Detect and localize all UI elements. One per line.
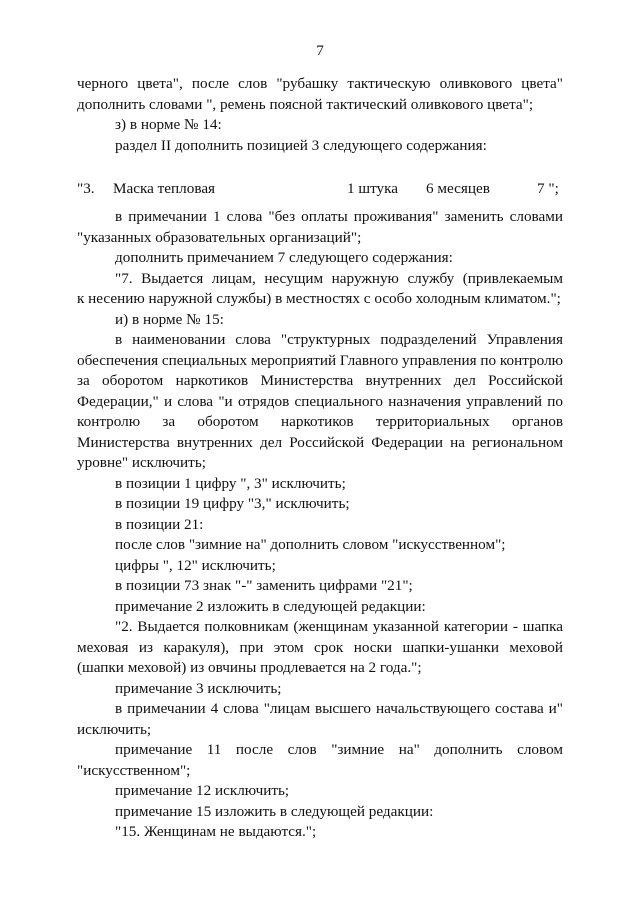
text-line: Федерации," и слова "и отрядов специального назначения управлений по bbox=[77, 392, 563, 410]
text-line: "искусственном"; bbox=[77, 761, 191, 779]
text-line: з) в норме № 14: bbox=[115, 116, 222, 133]
text-line: в позиции 21: bbox=[115, 515, 204, 533]
row-number: "3. bbox=[77, 180, 95, 197]
item-period: 6 месяцев bbox=[426, 180, 490, 197]
text-line: примечание 15 изложить в следующей редакции: bbox=[115, 802, 434, 820]
item-name: Маска тепловая bbox=[113, 180, 216, 197]
text-line: после слов "зимние на" дополнить словом "искусственном"; bbox=[115, 536, 506, 553]
text-line: Министерства внутренних дел Российской Федерации на региональном bbox=[77, 433, 563, 451]
page-number: 7 bbox=[316, 42, 324, 59]
text-line: дополнить словами ", ремень поясной тактический оливкового цвета"; bbox=[77, 95, 534, 113]
text-line: примечание 12 исключить; bbox=[115, 782, 290, 799]
document-body bbox=[77, 74, 563, 843]
text-line: в наименовании слова "структурных подразделений Управления bbox=[115, 331, 563, 348]
text-line: черного цвета", после слов "рубашку тактическую оливкового цвета" bbox=[77, 75, 563, 92]
text-line: в примечании 1 слова "без оплаты проживания" заменить словами bbox=[115, 208, 563, 225]
text-line: к несению наружной службы) в местностях с особо холодным климатом."; bbox=[77, 290, 561, 307]
text-line: (шапки меховой) из овчины продлевается на 2 года."; bbox=[77, 659, 422, 676]
text-line: примечание 11 после слов "зимние на" дополнить словом bbox=[115, 741, 563, 758]
row-closing: 7 "; bbox=[537, 180, 559, 197]
text-line: цифры ", 12" исключить; bbox=[115, 556, 276, 574]
text-line: уровне" исключить; bbox=[77, 454, 206, 471]
table-row bbox=[77, 179, 563, 200]
text-line: "15. Женщинам не выдаются."; bbox=[115, 823, 317, 840]
text-line: "7. Выдается лицам, несущим наружную службу (привлекаемым bbox=[115, 269, 563, 287]
text-line: и) в норме № 15: bbox=[115, 310, 224, 328]
text-line: "2. Выдается полковникам (женщинам указанной категории - шапка bbox=[115, 618, 563, 635]
text-line: примечание 3 исключить; bbox=[115, 679, 282, 697]
text-line: в позиции 1 цифру ", 3" исключить; bbox=[115, 474, 346, 492]
text-line: в позиции 19 цифру "3," исключить; bbox=[115, 495, 350, 512]
text-line: исключить; bbox=[77, 720, 152, 738]
text-line: за оборотом наркотиков Министерства внутренних дел Российской bbox=[77, 372, 563, 389]
text-line: примечание 2 изложить в следующей редакции: bbox=[115, 597, 426, 615]
text-line: меховая из каракуля), при этом срок носки шапки-ушанки меховой bbox=[77, 638, 563, 656]
text-line: дополнить примечанием 7 следующего содержания: bbox=[115, 249, 453, 266]
text-line: в примечании 4 слова "лицам высшего начальствующего состава и" bbox=[115, 700, 563, 717]
text-line: в позиции 73 знак "-" заменить цифрами "21"; bbox=[115, 577, 413, 594]
text-line: контролю за оборотом наркотиков территориальных органов bbox=[77, 413, 563, 430]
item-quantity: 1 штука bbox=[347, 180, 399, 197]
text-line: раздел II дополнить позицией 3 следующего содержания: bbox=[115, 136, 487, 154]
text-line: "указанных образовательных организаций"; bbox=[77, 228, 362, 246]
text-line: обеспечения специальных мероприятий Главного управления по контролю bbox=[77, 351, 563, 369]
